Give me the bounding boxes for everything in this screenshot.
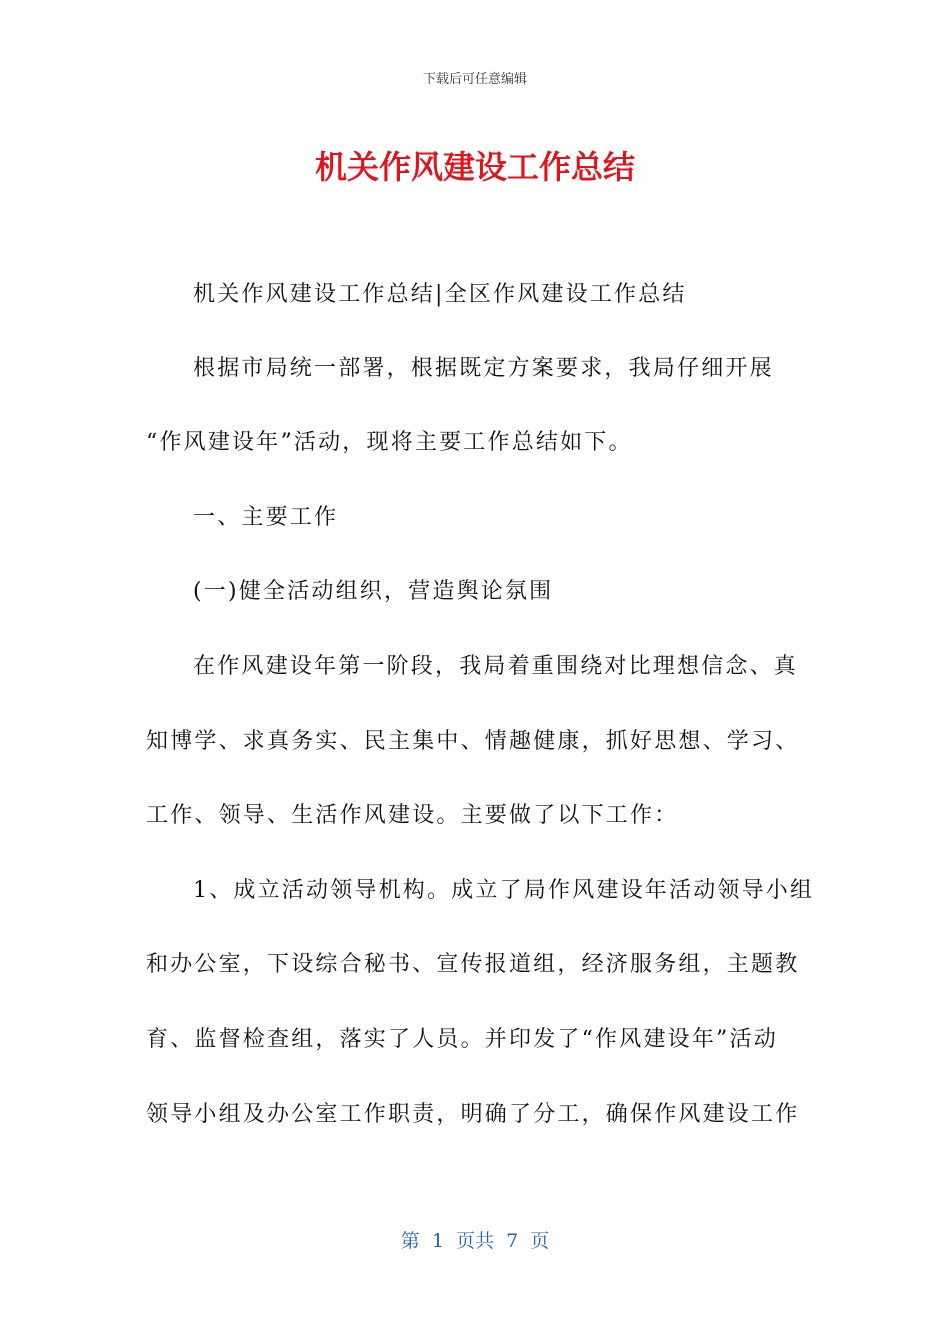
paragraph-line: 1、成立活动领导机构。成立了局作风建设年活动领导小组 bbox=[193, 878, 815, 903]
paragraph-line: “作风建设年”活动，现将主要工作总结如下。 bbox=[146, 430, 633, 455]
page-number-footer: 第 1 页共 7 页 bbox=[400, 1230, 550, 1252]
paragraph-line: 根据市局统一部署，根据既定方案要求，我局仔细开展 bbox=[193, 356, 774, 381]
document-title: 机关作风建设工作总结 bbox=[314, 148, 635, 186]
paragraph-line: 和办公室，下设综合秘书、宣传报道组，经济服务组，主题教 bbox=[146, 952, 800, 977]
header-note: 下载后可任意编辑 bbox=[422, 72, 527, 87]
paragraph-line: 育、监督检查组，落实了人员。并印发了“作风建设年”活动 bbox=[146, 1027, 778, 1052]
paragraph-line: 知博学、求真务实、民主集中、情趣健康，抓好思想、学习、 bbox=[146, 729, 800, 754]
paragraph-line-subtitle: 机关作风建设工作总结|全区作风建设工作总结 bbox=[193, 282, 687, 307]
paragraph-line: 领导小组及办公室工作职责，明确了分工，确保作风建设工作 bbox=[146, 1102, 800, 1127]
subsection-heading: (一)健全活动组织，营造舆论氛围 bbox=[193, 579, 554, 604]
paragraph-line: 工作、领导、生活作风建设。主要做了以下工作： bbox=[146, 803, 679, 828]
paragraph-line: 在作风建设年第一阶段，我局着重围绕对比理想信念、真 bbox=[193, 654, 799, 679]
section-heading: 一、主要工作 bbox=[193, 505, 339, 530]
